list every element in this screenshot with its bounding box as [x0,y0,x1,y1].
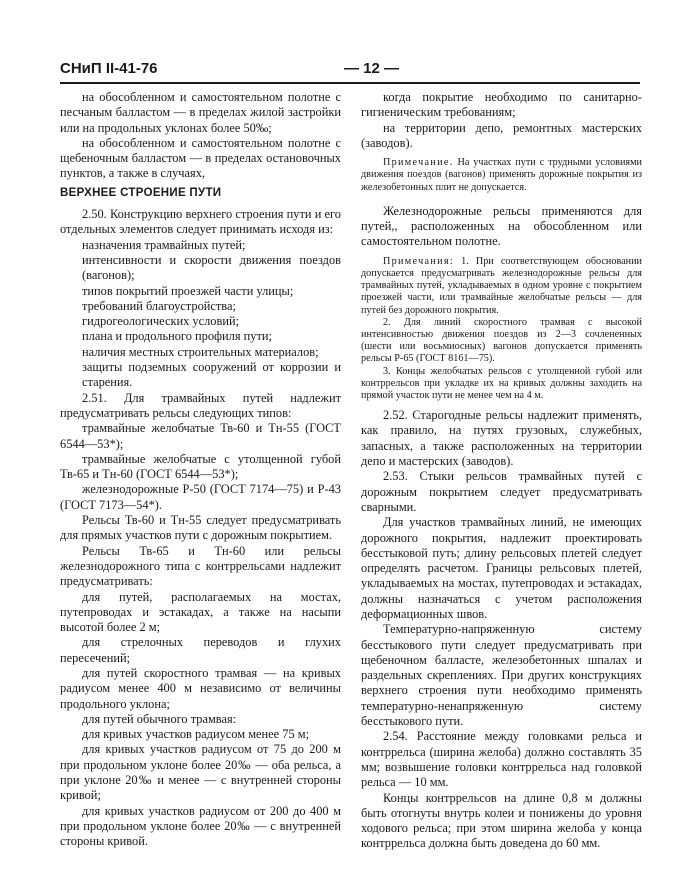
note-paragraph: 3. Концы желобчатых рельсов с утолщенной губой или контррельсов при укладке их на кривых должны заходить на прямой участок пути не менее чем на 4 м. [361,365,642,401]
note-text: 1. При соответствующем обосновании допускается предусматривать железнодорожные рельсы для трамвайных путей, укладываемых в одном уровне с покрытием проезжей части, или трамвайные желобчатые рельсы — для путей без дорожного покрытия. [361,255,643,316]
page-number: — 12 — [344,60,400,77]
note-paragraph [361,256,642,317]
list-item: требований благоустройства; [82,298,236,313]
list-item: гидрогеологических условий; [82,314,240,329]
paragraph: Температурно-напряженную систему бесстыкового пути следует предусматривать при щебеночном балласте, железобетонных шпалах и раздельных скреплениях. При других конструкциях верхнего строения пути необходимо применять температурно-ненапряженную систему бесстыкового пути. [361,622,642,729]
notes-label: Примечания: [383,255,454,267]
list-item: назначения трамвайных путей; [82,237,246,252]
left-column [60,90,341,850]
document-code: СНиП II-41-76 [60,60,158,77]
section-title: ВЕРХНЕЕ СТРОЕНИЕ ПУТИ [60,186,222,199]
note-block [361,157,642,194]
paragraph: Концы контррельсов на длине 0,8 м должны быть отогнуты внутрь колеи и понижены до уровня ходового рельса; при этом ширина желоба у конца контррельса должна быть доведена до 60 мм. [361,790,642,851]
paragraph: Для участков трамвайных линий, не имеющих дорожного покрытия, надлежит проектировать бесстыковой путь; длину рельсовых плетей следует определять расчетом. Границы рельсовых плетей, укладываемых на мостах, путепроводах и эстакадах, должны назначаться с учетом расположения деформационных швов. [361,515,642,621]
notes-block [361,256,642,402]
list-item: для стрелочных переводов и глухих пересечений; [60,635,341,665]
note-paragraph: 2. Для линий скоростного трамвая с высокой интенсивностью движения поездов из 2—3 сочлененных (шести или восьмиосных) вагонов допускается применять рельсы Р-65 (ГОСТ 8161—75). [361,316,642,365]
list-item: интенсивности и скорости движения поездов (вагонов); [82,252,341,283]
clause-2-51: 2.51. Для трамвайных путей надлежит предусматривать рельсы следующих типов: [60,390,341,420]
list-item: для кривых участков радиусом от 200 до 400 м при продольном уклоне более 20‰ — с внутренней стороны кривой. [60,803,341,849]
spacer [361,194,642,204]
paragraph: Железнодорожные рельсы применяются для путей,, расположенных на обособленном или самостоятельном полотне. [361,203,642,249]
list-item: типов покрытий проезжей части улицы; [82,283,294,298]
list-item: плана и продольного профиля пути; [82,329,272,344]
list-item: наличия местных строительных материалов; [82,344,319,359]
clause-2-54: 2.54. Расстояние между головками рельса и контррельса (ширина желоба) должно составлять 35 мм; возвышение головки контррельса над головкой рельса — 10 мм. [361,729,642,790]
clause-2-53: 2.53. Стыки рельсов трамвайных путей с дорожным покрытием следует предусматривать сварными. [361,469,642,514]
list-item: для кривых участков радиусом менее 75 м; [82,727,310,742]
paragraph: Рельсы Тв-65 и Тн-60 или рельсы железнодорожного типа с контррельсами надлежит предусматривать: [60,543,341,589]
list-item: трамвайные желобчатые с утолщенной губой Тв-65 и Тн-60 (ГОСТ 6544—53*); [60,451,341,482]
note-text: На участках пути с трудными условиями движения поездов (вагонов) применять дорожные покрытия из железобетонных плит не допускается. [361,157,643,193]
list-item: для кривых участков радиусом от 75 до 200 м при продольном уклоне более 20‰ — оба рельса, а при уклоне 20‰ и менее — с внутренней стороны кривой; [60,742,341,803]
list-item: трамвайные желобчатые Тв-60 и Тн-55 (ГОСТ 6544—53*); [60,421,341,451]
paragraph: на территории депо, ремонтных мастерских (заводов). [361,120,642,150]
paragraph: Рельсы Тв-60 и Тн-55 следует предусматривать для прямых участков пути с дорожным покрытием. [60,513,341,543]
list-item: для путей, располагаемых на мостах, путепроводах и эстакадах, а также на насыпи высотой более 2 м; [60,589,341,635]
paragraph: на обособленном и самостоятельном полотне с песчаным балластом — в пределах жилой застройки или на продольных уклонах более 50‰; [60,90,341,135]
paragraph: на обособленном и самостоятельном полотне с щебеночным балластом — в пределах остановочных пунктов, а также в случаях, [60,135,341,181]
note-label: Примечание. [383,157,454,169]
list-item: защиты подземных сооружений от коррозии и старения. [82,360,341,390]
paragraph: когда покрытие необходимо по санитарно-гигиеническим требованиям; [361,90,642,120]
list-item: железнодорожные Р-50 (ГОСТ 7174—75) и Р-43 (ГОСТ 7173—54*). [60,482,341,512]
header-rule [60,82,640,84]
list-item: для путей обычного трамвая: [82,711,237,726]
clause-2-50: 2.50. Конструкцию верхнего строения пути и его отдельных элементов следует принимать исходя из: [60,207,341,237]
clause-2-52: 2.52. Старогодные рельсы надлежит применять, как правило, на путях грузовых, служебных, запасных, а также расположенных на территории депо и мастерских (заводов). [361,408,642,469]
right-column [361,90,642,852]
list-item: для путей скоростного трамвая — на кривых радиусом менее 400 м независимо от величины продольного уклона; [60,665,341,711]
note-paragraph [361,157,642,194]
